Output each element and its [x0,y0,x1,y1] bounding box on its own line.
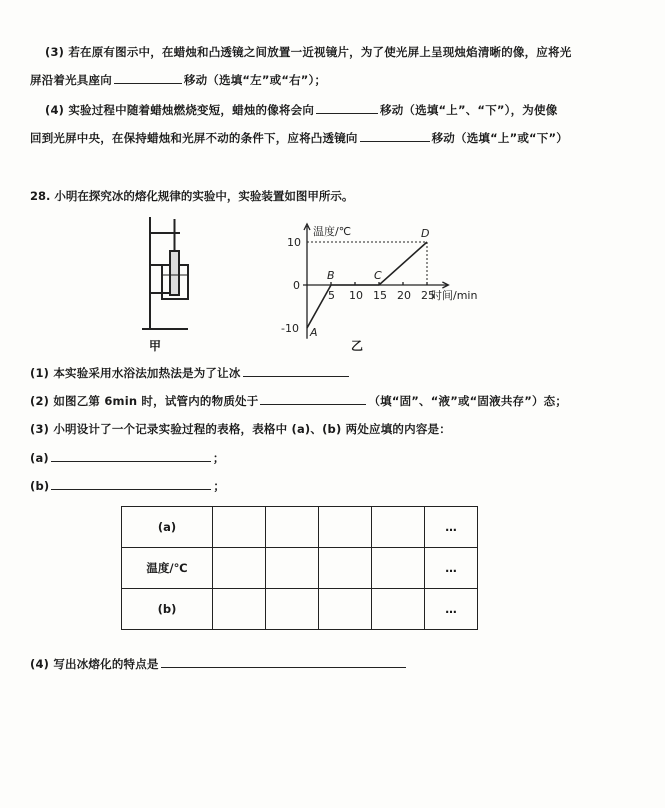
figure-label-yi: 乙 [351,339,364,353]
record-table [121,506,478,630]
q28-sub4 [30,656,408,672]
table-row [122,589,478,630]
row-header-a: (a) [122,507,213,548]
q27-part4-text-d: 移动（选填“上”或“下”） [431,131,568,145]
table-cell[interactable] [213,507,266,548]
semicolon: ； [212,451,225,465]
table-ellipsis: … [425,548,478,589]
table-cell[interactable] [319,507,372,548]
table-cell[interactable] [372,589,425,630]
x-axis-label: 时间/min [431,289,478,302]
temperature-time-chart [275,220,500,340]
row-header-temp: 温度/℃ [122,548,213,589]
q27-part4-text-b: 移动（选填“上”、“下”），为使像 [380,103,558,117]
q28-sub1-text: (1) 本实验采用水浴法加热法是为了让冰 [30,366,241,380]
point-label-b: B [327,269,335,282]
answer-blank[interactable] [161,656,406,668]
answer-blank[interactable] [114,72,182,84]
table-cell[interactable] [266,507,319,548]
table-cell[interactable] [372,548,425,589]
q28-sub2 [30,393,567,409]
q28-sub1 [30,365,351,381]
row-header-b: (b) [122,589,213,630]
answer-blank[interactable] [243,365,349,377]
table-ellipsis: … [425,507,478,548]
table-cell[interactable] [266,548,319,589]
point-label-c: C [374,269,382,282]
point-label-d: D [421,227,430,240]
answer-blank[interactable] [360,130,430,142]
table-cell[interactable] [213,548,266,589]
x-tick-label: 10 [349,289,363,302]
y-tick-label: -10 [281,322,299,335]
q27-part4-text-c: 回到光屏中央，在保持蜡烛和光屏不动的条件下，应将凸透镜向 [30,131,358,145]
point-label-a: A [310,326,318,339]
table-cell[interactable] [319,589,372,630]
q27-part3-line1: (3) 若在原有图示中，在蜡烛和凸透镜之间放置一近视镜片，为了使光屏上呈现烛焰清晰的像，应将光 [45,45,572,59]
table-ellipsis: … [425,589,478,630]
x-tick-label: 15 [373,289,387,302]
q28-sub3: (3) 小明设计了一个记录实验过程的表格，表格中 (a)、(b) 两处应填的内容是： [30,422,451,436]
q27-part3-line2 [30,72,326,88]
y-axis-label: 温度/℃ [313,225,352,238]
q28-sub4-text: (4) 写出冰熔化的特点是 [30,657,159,671]
q28-sub3-a [30,450,225,466]
y-tick-label: 0 [293,279,300,292]
q27-part4-text-a: (4) 实验过程中随着蜡烛燃烧变短，蜡烛的像将会向 [45,103,315,117]
table-row [122,507,478,548]
blank-label-a: (a) [30,451,49,465]
q27-part3-text-a: 屏沿着光具座向 [30,73,112,87]
x-tick-label: 25 [421,289,435,302]
q27-part3-text-b: 移动（选填“左”或“右”）； [183,73,327,87]
apparatus-figure [130,215,190,335]
x-tick-label: 5 [328,289,335,302]
answer-blank-a[interactable] [51,450,211,462]
table-row [122,548,478,589]
x-tick-label: 20 [397,289,411,302]
answer-blank-b[interactable] [51,478,211,490]
q28-sub2-text-a: (2) 如图乙第 6min 时，试管内的物质处于 [30,394,259,408]
q27-part4-line1 [45,102,557,118]
table-cell[interactable] [319,548,372,589]
figure-label-jia: 甲 [149,339,162,353]
semicolon: ； [213,479,226,493]
q27-part4-line2 [30,130,568,146]
table-cell[interactable] [266,589,319,630]
q28-sub2-text-b: （填“固”、“液”或“固液共存”）态； [368,394,568,408]
blank-label-b: (b) [30,479,50,493]
answer-blank[interactable] [260,393,366,405]
table-cell[interactable] [372,507,425,548]
answer-blank[interactable] [316,102,378,114]
y-tick-label: 10 [287,236,301,249]
q28-sub3-b [30,478,225,494]
table-cell[interactable] [213,589,266,630]
q28-intro: 28. 小明在探究冰的熔化规律的实验中，实验装置如图甲所示。 [30,189,354,203]
